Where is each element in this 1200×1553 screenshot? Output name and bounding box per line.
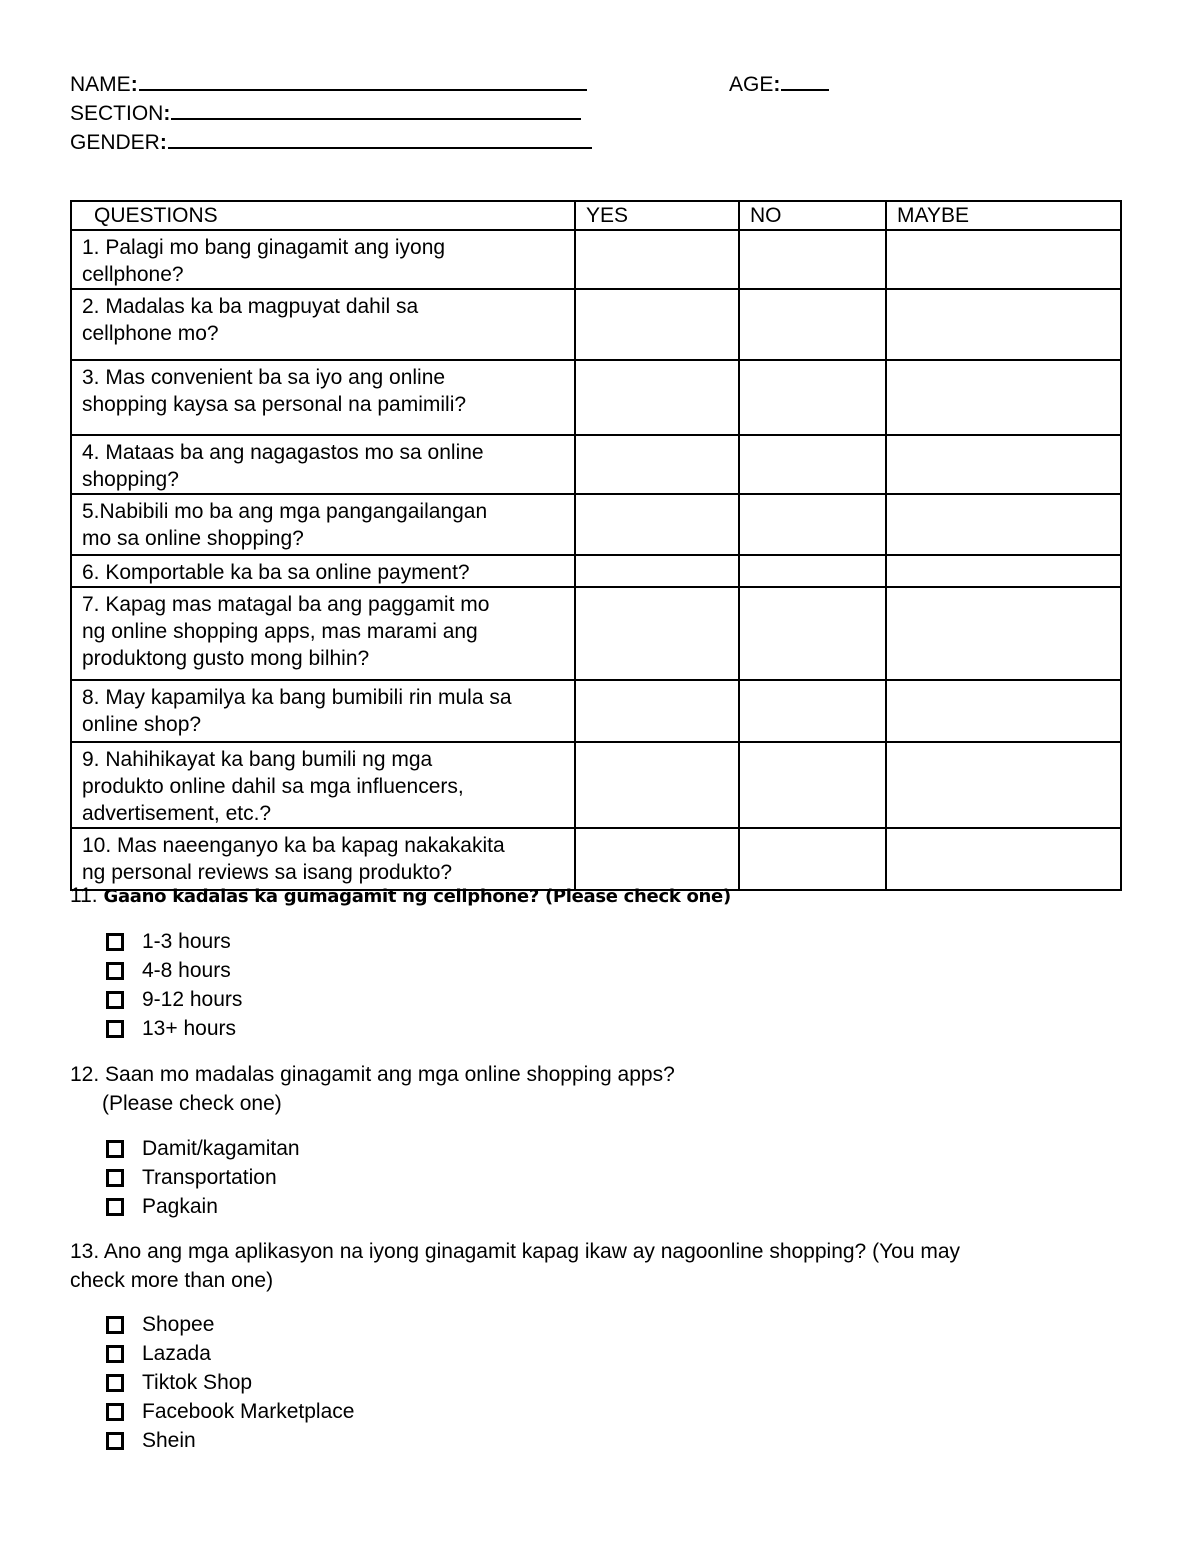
question-11-options [106, 927, 242, 1043]
answer-cell-maybe[interactable] [886, 230, 1121, 289]
question-cell [71, 289, 575, 360]
question-11 [70, 882, 731, 911]
checkbox-option[interactable] [106, 985, 242, 1014]
checkbox-icon[interactable] [106, 1403, 124, 1421]
checkbox-icon[interactable] [106, 962, 124, 980]
question-cell [71, 435, 575, 494]
checkbox-icon[interactable] [106, 991, 124, 1009]
checkbox-option[interactable] [106, 1397, 354, 1426]
question-12-line-1: 12. Saan mo madalas ginagamit ang mga online shopping apps? [70, 1063, 675, 1086]
answer-cell-yes[interactable] [575, 494, 739, 555]
question-12-line-2: (Please check one) [102, 1092, 282, 1115]
age-blank-line[interactable] [781, 73, 829, 91]
answer-cell-yes[interactable] [575, 289, 739, 360]
question-text-line: produkto online dahil sa mga influencers, [82, 775, 464, 798]
answer-cell-yes[interactable] [575, 230, 739, 289]
question-text-line: advertisement, etc.? [82, 802, 272, 825]
table-row [71, 289, 1121, 360]
checkbox-icon[interactable] [106, 1316, 124, 1334]
question-text-line: cellphone? [82, 263, 184, 286]
question-12 [70, 1060, 675, 1118]
checkbox-icon[interactable] [106, 1345, 124, 1363]
column-header-yes: YES [575, 201, 739, 230]
age-label: AGE [729, 73, 774, 96]
checkbox-option[interactable] [106, 1163, 300, 1192]
checkbox-label: 9-12 hours [142, 988, 243, 1011]
question-cell [71, 587, 575, 680]
table-row [71, 742, 1121, 828]
checkbox-label: Damit/kagamitan [142, 1137, 300, 1160]
answer-cell-no[interactable] [739, 742, 886, 828]
checkbox-label: Shopee [142, 1313, 215, 1336]
table-row [71, 494, 1121, 555]
checkbox-label: Tiktok Shop [142, 1371, 253, 1394]
checkbox-label: Transportation [142, 1166, 277, 1189]
checkbox-label: Facebook Marketplace [142, 1400, 355, 1423]
table-row [71, 587, 1121, 680]
section-field[interactable] [70, 101, 581, 127]
checkbox-icon[interactable] [106, 1374, 124, 1392]
table-header-row [71, 201, 1121, 230]
answer-cell-maybe[interactable] [886, 435, 1121, 494]
name-label: NAME [70, 73, 131, 96]
answer-cell-yes[interactable] [575, 828, 739, 890]
answer-cell-no[interactable] [739, 289, 886, 360]
table-row [71, 680, 1121, 742]
answer-cell-yes[interactable] [575, 435, 739, 494]
question-text-line: 2. Madalas ka ba magpuyat dahil sa [82, 295, 419, 318]
question-11-number: 11. [70, 884, 98, 907]
name-colon: : [130, 73, 138, 96]
section-label: SECTION [70, 102, 164, 125]
table-row [71, 360, 1121, 435]
question-text-line: 3. Mas convenient ba sa iyo ang online [82, 366, 446, 389]
gender-colon: : [159, 131, 167, 154]
section-colon: : [163, 102, 171, 125]
name-blank-line[interactable] [139, 73, 587, 91]
age-colon: : [773, 73, 781, 96]
question-text-line: cellphone mo? [82, 322, 219, 345]
gender-blank-line[interactable] [168, 131, 592, 149]
checkbox-option[interactable] [106, 1310, 354, 1339]
answer-cell-no[interactable] [739, 555, 886, 587]
checkbox-icon[interactable] [106, 1198, 124, 1216]
answer-cell-maybe[interactable] [886, 360, 1121, 435]
checkbox-icon[interactable] [106, 1432, 124, 1450]
checkbox-option[interactable] [106, 1339, 354, 1368]
table-row [71, 230, 1121, 289]
question-cell [71, 555, 575, 587]
question-text-line: 5.Nabibili mo ba ang mga pangangailangan [82, 500, 488, 523]
question-text-line: mo sa online shopping? [82, 527, 304, 550]
checkbox-option[interactable] [106, 956, 242, 985]
answer-cell-yes[interactable] [575, 360, 739, 435]
table-row [71, 828, 1121, 890]
question-text-line: 7. Kapag mas matagal ba ang paggamit mo [82, 593, 490, 616]
gender-label: GENDER [70, 131, 160, 154]
answer-cell-maybe[interactable] [886, 555, 1121, 587]
checkbox-option[interactable] [106, 927, 242, 956]
answer-cell-yes[interactable] [575, 587, 739, 680]
answer-cell-no[interactable] [739, 435, 886, 494]
question-13-line-1: 13. Ano ang mga aplikasyon na iyong ginagamit kapag ikaw ay nagoonline shopping? (You may [70, 1240, 961, 1263]
checkbox-icon[interactable] [106, 1020, 124, 1038]
question-13-options [106, 1310, 354, 1455]
checkbox-label: 13+ hours [142, 1017, 236, 1040]
question-text-line: produktong gusto mong bilhin? [82, 647, 370, 670]
answer-cell-yes[interactable] [575, 742, 739, 828]
checkbox-label: Pagkain [142, 1195, 218, 1218]
answer-cell-yes[interactable] [575, 555, 739, 587]
checkbox-icon[interactable] [106, 1140, 124, 1158]
answer-cell-maybe[interactable] [886, 289, 1121, 360]
question-text-line: shopping? [82, 468, 179, 491]
answer-cell-no[interactable] [739, 230, 886, 289]
table-row [71, 435, 1121, 494]
column-header-maybe: MAYBE [886, 201, 1121, 230]
question-text-line: 1. Palagi mo bang ginagamit ang iyong [82, 236, 446, 259]
question-text-line: 9. Nahihikayat ka bang bumili ng mga [82, 748, 433, 771]
question-text-line: online shop? [82, 713, 202, 736]
question-11-text: Gaano kadalas ka gumagamit ng cellphone? (Please check one) [103, 886, 731, 907]
question-cell [71, 360, 575, 435]
checkbox-icon[interactable] [106, 933, 124, 951]
answer-cell-no[interactable] [739, 828, 886, 890]
answer-cell-maybe[interactable] [886, 587, 1121, 680]
column-header-no: NO [739, 201, 886, 230]
question-text-line: 10. Mas naeenganyo ka ba kapag nakakakita [82, 834, 505, 857]
checkbox-label: 1-3 hours [142, 930, 231, 953]
answer-cell-no[interactable] [739, 360, 886, 435]
question-text-line: 8. May kapamilya ka bang bumibili rin mula sa [82, 686, 512, 709]
checkbox-icon[interactable] [106, 1169, 124, 1187]
answer-cell-maybe[interactable] [886, 828, 1121, 890]
gender-field[interactable] [70, 130, 592, 156]
name-field[interactable] [70, 72, 587, 98]
section-blank-line[interactable] [171, 102, 581, 120]
checkbox-option[interactable] [106, 1426, 354, 1455]
age-field[interactable] [729, 72, 829, 98]
answer-cell-maybe[interactable] [886, 742, 1121, 828]
questions-table-body [71, 230, 1121, 890]
answer-cell-maybe[interactable] [886, 494, 1121, 555]
question-text-line: 6. Komportable ka ba sa online payment? [82, 561, 470, 584]
checkbox-label: Shein [142, 1429, 196, 1452]
table-row [71, 555, 1121, 587]
question-cell [71, 494, 575, 555]
answer-cell-no[interactable] [739, 587, 886, 680]
question-text-line: ng personal reviews sa isang produkto? [82, 861, 453, 884]
questions-table [70, 200, 1122, 891]
question-text-line: 4. Mataas ba ang nagagastos mo sa online [82, 441, 484, 464]
answer-cell-no[interactable] [739, 680, 886, 742]
answer-cell-no[interactable] [739, 494, 886, 555]
question-text-line: ng online shopping apps, mas marami ang [82, 620, 478, 643]
question-13-line-2: check more than one) [70, 1269, 274, 1292]
question-cell [71, 828, 575, 890]
checkbox-label: Lazada [142, 1342, 211, 1365]
question-text-line: shopping kaysa sa personal na pamimili? [82, 393, 467, 416]
checkbox-label: 4-8 hours [142, 959, 231, 982]
checkbox-option[interactable] [106, 1134, 300, 1163]
answer-cell-yes[interactable] [575, 680, 739, 742]
question-cell [71, 230, 575, 289]
question-13 [70, 1237, 960, 1295]
checkbox-option[interactable] [106, 1368, 354, 1397]
question-12-options [106, 1134, 300, 1221]
checkbox-option[interactable] [106, 1014, 242, 1043]
question-cell [71, 680, 575, 742]
column-header-questions: QUESTIONS [71, 201, 575, 230]
answer-cell-maybe[interactable] [886, 680, 1121, 742]
checkbox-option[interactable] [106, 1192, 300, 1221]
question-cell [71, 742, 575, 828]
